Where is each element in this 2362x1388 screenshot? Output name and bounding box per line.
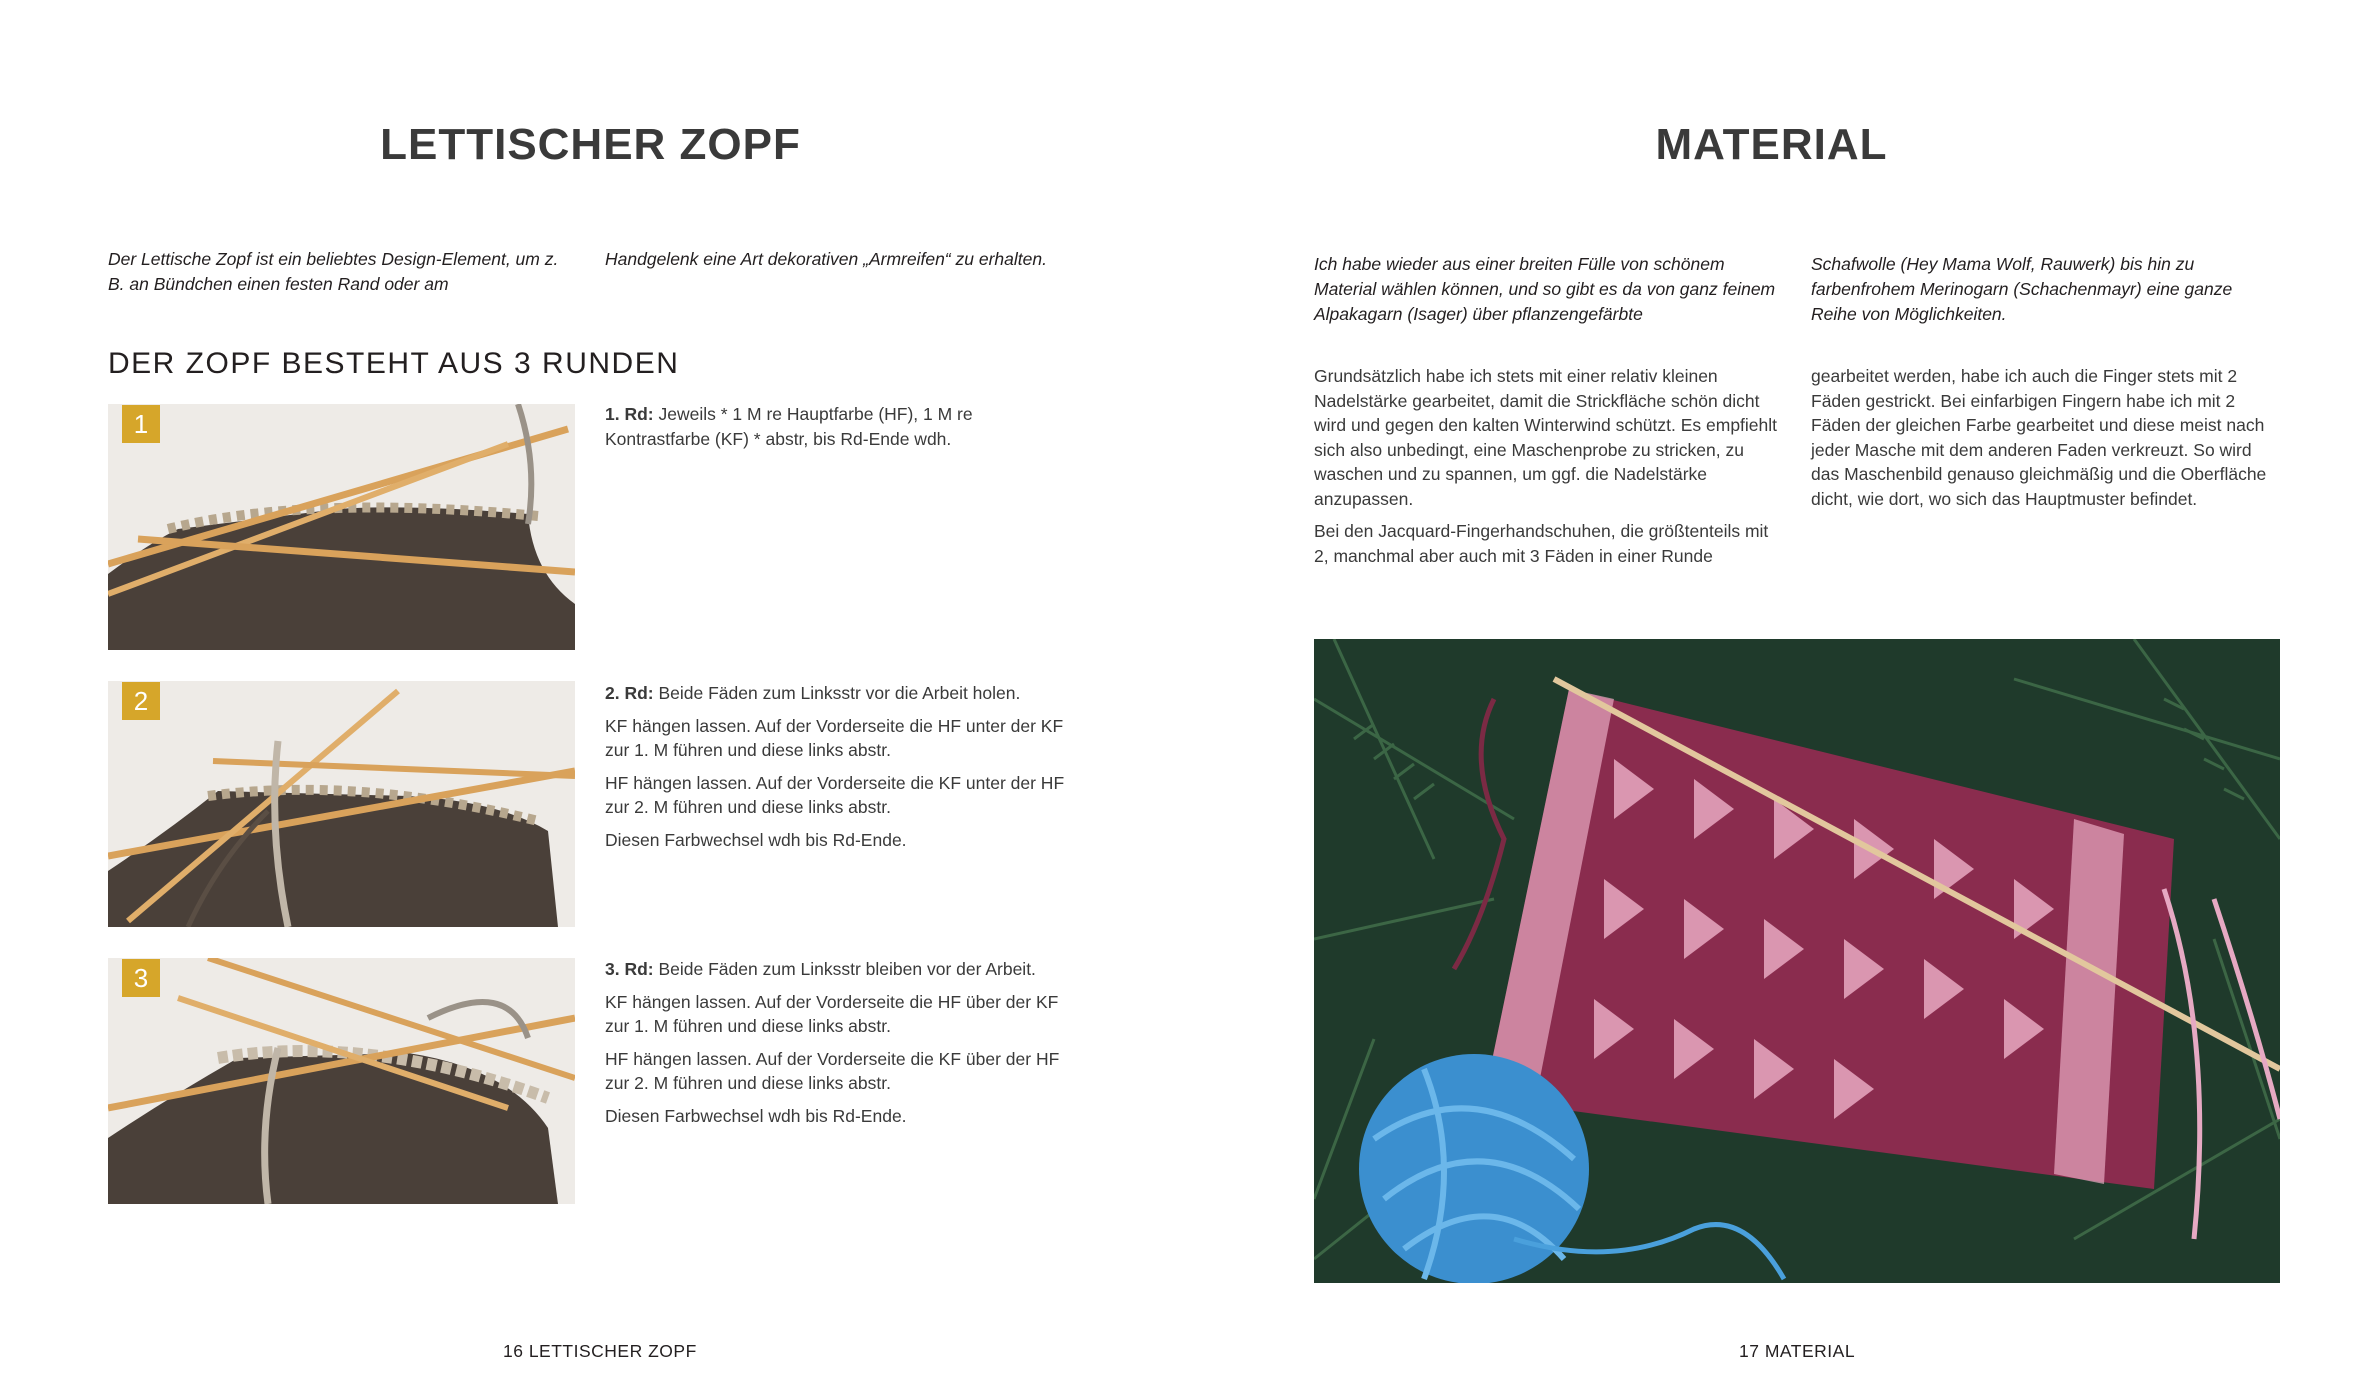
step-2-line-1: KF hängen lassen. Auf der Vorderseite die HF unter der KF zur 1. M führen und diese links abstr. bbox=[605, 715, 1064, 760]
page-footer-right: 17 MATERIAL bbox=[1739, 1341, 1856, 1361]
body-text-col1 bbox=[1314, 364, 1786, 576]
intro-text-col1: Der Lettische Zopf ist ein beliebtes Design-Element, um z. B. an Bündchen einen festen Rand oder am bbox=[108, 249, 559, 294]
step-3-line-3: Diesen Farbwechsel wdh bis Rd-Ende. bbox=[605, 1105, 907, 1126]
step-2-lead-text: Beide Fäden zum Linksstr vor die Arbeit holen. bbox=[658, 683, 1021, 703]
knitting-photo-step-3 bbox=[108, 958, 575, 1204]
knitting-photo-step-2 bbox=[108, 681, 575, 927]
step-3-badge: 3 bbox=[122, 959, 160, 997]
step-1-text bbox=[605, 402, 1075, 459]
step-1-lead-text: Jeweils * 1 M re Hauptfarbe (HF), 1 M re Kontrastfarbe (KF) * abstr, bis Rd-Ende wdh. bbox=[605, 404, 973, 449]
step-2-lead: 2. Rd: bbox=[605, 683, 654, 703]
step-2-badge: 2 bbox=[122, 682, 160, 720]
body-paragraph: Bei den Jacquard-Fingerhandschuhen, die größtenteils mit 2, manchmal aber auch mit 3 Fäden in einer Runde bbox=[1314, 521, 1769, 566]
step-1-badge: 1 bbox=[122, 405, 160, 443]
knitting-photo-step-1 bbox=[108, 404, 575, 650]
intro-text-col2: Schafwolle (Hey Mama Wolf, Rauwerk) bis hin zu farbenfrohem Merinogarn (Schachenmayr) eine ganze Reihe von Möglichkeiten. bbox=[1811, 254, 2233, 324]
step-1-photo bbox=[108, 404, 575, 650]
page-title-left: LETTISCHER ZOPF bbox=[380, 120, 801, 169]
step-2-photo bbox=[108, 681, 575, 927]
intro-text-col2: Handgelenk eine Art dekorativen „Armreifen“ zu erhalten. bbox=[605, 249, 1047, 269]
step-3-lead-text: Beide Fäden zum Linksstr bleiben vor der Arbeit. bbox=[658, 959, 1036, 979]
step-2-text bbox=[605, 681, 1075, 860]
material-photo bbox=[1314, 639, 2280, 1283]
right-page bbox=[1181, 0, 2362, 1388]
body-text-col2 bbox=[1811, 364, 2281, 519]
step-3-photo bbox=[108, 958, 575, 1204]
step-3-lead: 3. Rd: bbox=[605, 959, 654, 979]
body-paragraph: gearbeitet werden, habe ich auch die Finger stets mit 2 Fäden gestrickt. Bei einfarbigen Fingern habe ich mit 2 Fäden der gleichen Farbe gearbeitet und diese meist nach jeder Masche mit dem anderen Faden verkreuzt. So wird das Maschenbild genauso gleichmäßig und die Oberfläche dicht, wie dort, wo sich das Hauptmuster befindet. bbox=[1811, 366, 2267, 509]
step-2-line-3: Diesen Farbwechsel wdh bis Rd-Ende. bbox=[605, 829, 907, 850]
step-3-line-1: KF hängen lassen. Auf der Vorderseite die HF über der KF zur 1. M führen und diese links abstr. bbox=[605, 991, 1059, 1036]
step-2-line-2: HF hängen lassen. Auf der Vorderseite die KF unter der HF zur 2. M führen und diese links abstr. bbox=[605, 772, 1065, 817]
section-heading: DER ZOPF BESTEHT AUS 3 RUNDEN bbox=[108, 347, 680, 380]
page-footer-left: 16 LETTISCHER ZOPF bbox=[503, 1341, 697, 1361]
yarn-knitting-photo bbox=[1314, 639, 2280, 1283]
step-3-line-2: HF hängen lassen. Auf der Vorderseite die KF über der HF zur 2. M führen und diese links abstr. bbox=[605, 1048, 1060, 1093]
page-title-right: MATERIAL bbox=[1655, 120, 1888, 169]
intro-text-col1: Ich habe wieder aus einer breiten Fülle von schönem Material wählen können, und so gibt es da von ganz feinem Alpakagarn (Isager) über pflanzengefärbte bbox=[1314, 254, 1776, 324]
step-1-lead: 1. Rd: bbox=[605, 404, 654, 424]
step-3-text bbox=[605, 957, 1075, 1136]
body-paragraph: Grundsätzlich habe ich stets mit einer relativ kleinen Nadelstärke gearbeitet, damit die Strickfläche schön dicht wird und gegen den kalten Winterwind schützt. Es empfiehlt sich also unbedingt, eine Maschenprobe zu stricken, zu waschen und zu spannen, um ggf. die Nadelstärke anzupassen. bbox=[1314, 366, 1778, 509]
